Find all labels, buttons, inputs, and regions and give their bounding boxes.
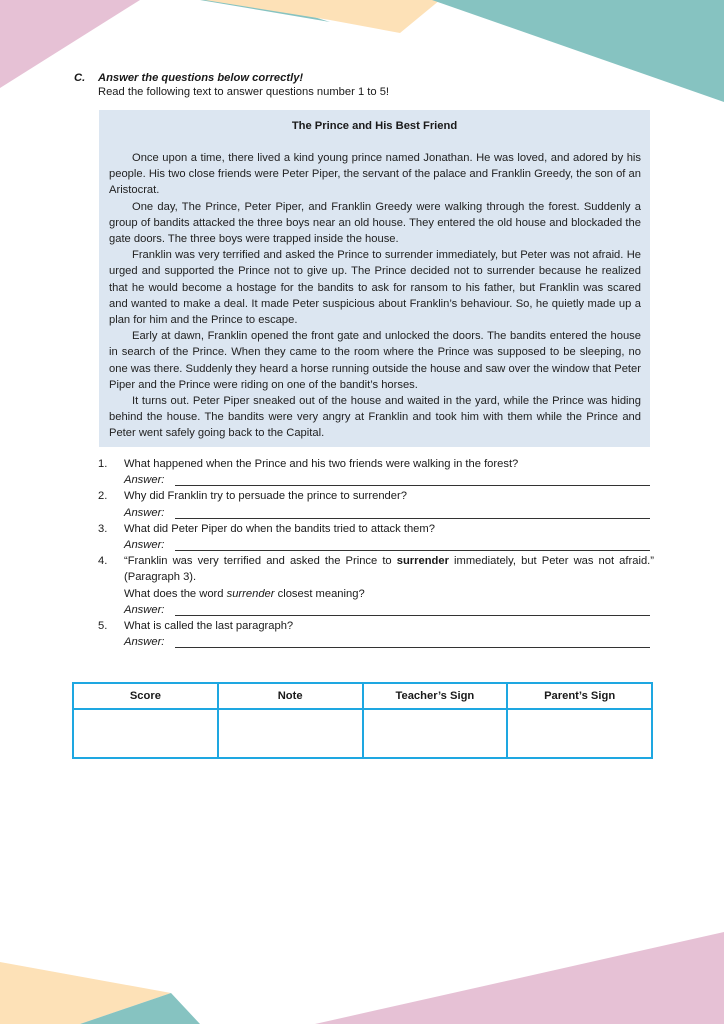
cell-score[interactable] — [73, 709, 218, 758]
cell-teacher-sign[interactable] — [363, 709, 508, 758]
header-score: Score — [73, 683, 218, 709]
question-3 — [98, 521, 654, 553]
question-number: 5. — [98, 619, 108, 632]
question-text: Why did Franklin try to persuade the prince to surrender? — [124, 490, 407, 503]
section-letter: C. — [74, 72, 86, 84]
answer-line-2[interactable] — [175, 518, 650, 519]
answer-row — [124, 602, 654, 618]
answer-label: Answer: — [124, 538, 165, 551]
reading-passage-box — [99, 110, 650, 447]
passage-paragraph-3: Franklin was very terrified and asked the Prince to surrender immediately, but Peter was not afraid. He urged and supported the Prince not to give up. The Prince decided not to surrender because he realized that he would become a hostage for the bandits to ask for ransom to his father, but Franklin was scared and wanted to make a deal. It made Peter suspicious about Franklin’s behaviour. So, he quietly made up a plan for him and the Prince to escape. — [109, 249, 641, 327]
question-number: 3. — [98, 522, 108, 535]
quote-text: immediately, but Peter was not afraid.” (Paragraph 3). — [124, 555, 655, 584]
answer-label: Answer: — [124, 506, 165, 519]
header-teacher-sign: Teacher’s Sign — [363, 683, 508, 709]
question-5 — [98, 618, 654, 650]
bold-keyword: surrender — [396, 555, 449, 568]
answer-row — [124, 537, 654, 553]
score-table-value-row — [73, 709, 652, 758]
question-4 — [98, 553, 654, 618]
question-text: What happened when the Prince and his two friends were walking in the forest? — [124, 458, 519, 470]
cell-parent-sign[interactable] — [507, 709, 652, 758]
question-list — [98, 456, 654, 650]
question-1 — [98, 456, 654, 488]
passage-paragraph-2: One day, The Prince, Peter Piper, and Franklin Greedy were walking through the forest. Suddenly a group of bandits attacked the three boys near an old house. They entered the old house and blockaded the gate doors. The three boys were trapped inside the house. — [109, 200, 641, 246]
section-title: Answer the questions below correctly! — [98, 72, 304, 84]
question-number: 2. — [98, 490, 108, 503]
answer-row — [124, 634, 654, 650]
score-table — [72, 682, 653, 759]
answer-line-5[interactable] — [175, 647, 650, 648]
score-table-header-row — [73, 683, 652, 709]
question-text: What is called the last paragraph? — [124, 619, 294, 632]
answer-row — [124, 505, 654, 521]
answer-label: Answer: — [124, 474, 165, 487]
passage-paragraph-1: Once upon a time, there lived a kind young prince named Jonathan. He was loved, and adored by his people. His two close friends were Peter Piper, the servant of the palace and Franklin Greedy, the son of an Aristocrat. — [109, 152, 641, 197]
question-text: What did Peter Piper do when the bandits tried to attack them? — [124, 522, 435, 535]
question-text — [124, 586, 654, 602]
italic-keyword: surrender — [226, 587, 275, 600]
answer-line-3[interactable] — [175, 550, 650, 551]
header-note: Note — [218, 683, 363, 709]
answer-label: Answer: — [124, 603, 165, 616]
quote-text: “Franklin was very terrified and asked the Prince to — [124, 555, 397, 568]
question-number: 1. — [98, 458, 108, 470]
question-text-part: closest meaning? — [274, 587, 365, 600]
answer-line-1[interactable] — [175, 485, 650, 486]
answer-line-4[interactable] — [175, 615, 650, 616]
section-instruction: Read the following text to answer questions number 1 to 5! — [98, 86, 390, 98]
passage-body — [109, 150, 641, 442]
passage-title: The Prince and His Best Friend — [291, 120, 458, 132]
answer-row — [124, 472, 654, 488]
answer-label: Answer: — [124, 636, 165, 649]
question-2 — [98, 488, 654, 520]
cell-note[interactable] — [218, 709, 363, 758]
passage-paragraph-5: It turns out. Peter Piper sneaked out of the house and waited in the yard, while the Prince was hiding behind the house. The bandits were very angry at Franklin and took him with them while the Prince and Peter went safely going back to the Capital. — [109, 395, 641, 440]
question-number: 4. — [98, 555, 108, 568]
passage-paragraph-4: Early at dawn, Franklin opened the front gate and unlocked the doors. The bandits entered the house in search of the Prince. When they came to the room where the Prince was supposed to be sleeping, no one was there. Suddenly they heard a horse running outside the house and saw over the window that Peter Piper and the Prince were riding on one of the bandit’s horses. — [109, 330, 641, 391]
header-parent-sign: Parent’s Sign — [507, 683, 652, 709]
question-quote — [124, 553, 654, 585]
question-text-part: What does the word — [124, 587, 227, 600]
